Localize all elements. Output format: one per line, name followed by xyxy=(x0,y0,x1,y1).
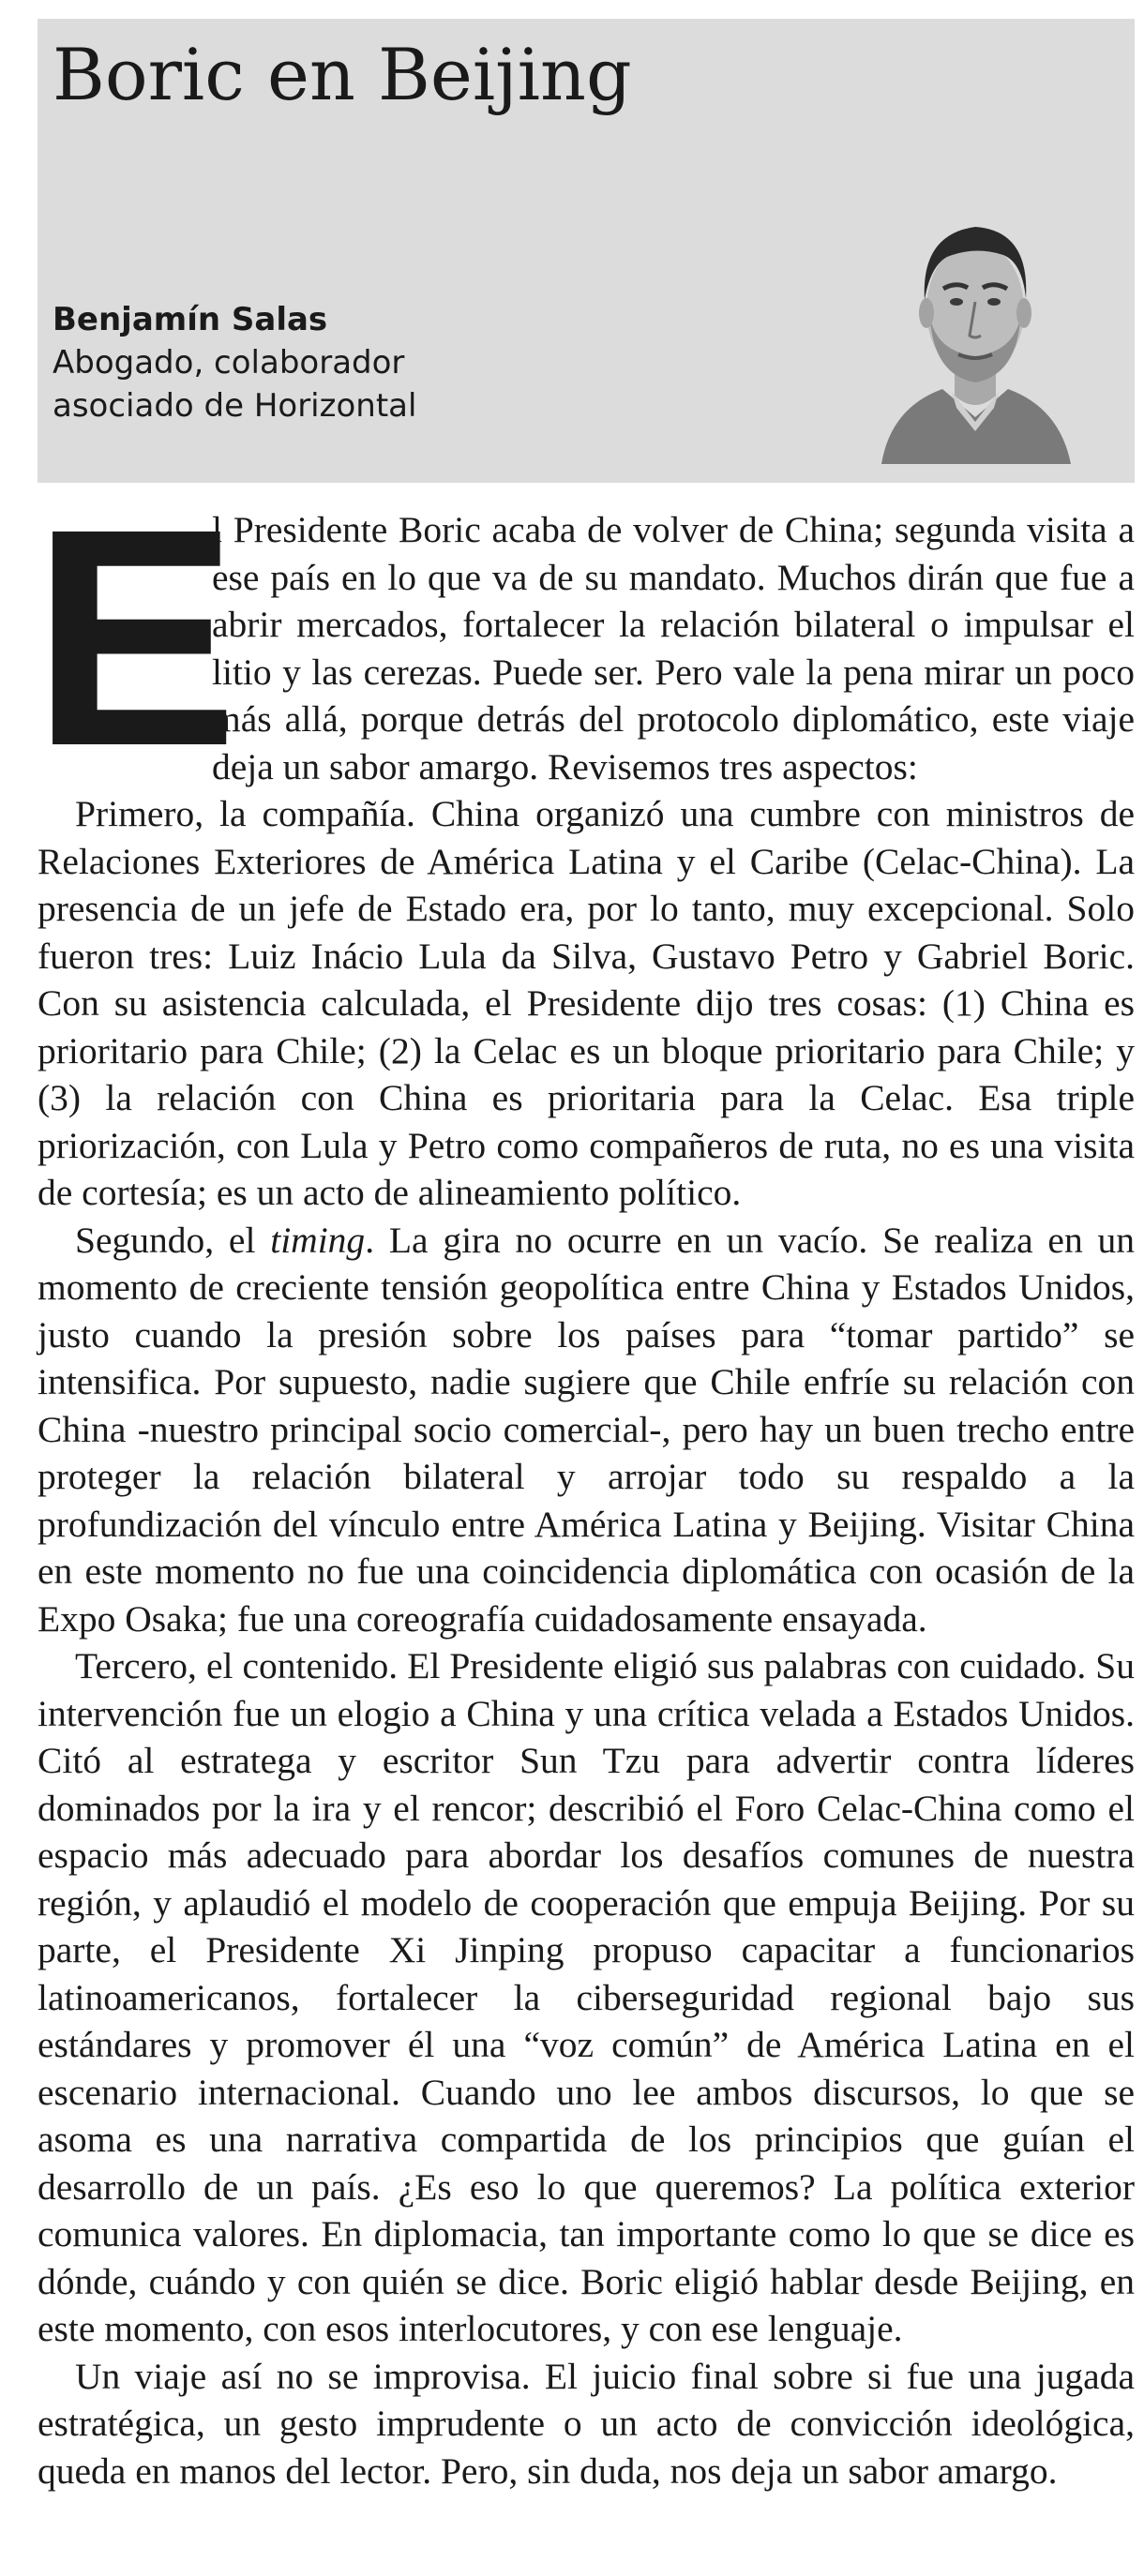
svg-text:E: E xyxy=(32,464,239,810)
author-role-line2: asociado de Horizontal xyxy=(53,387,417,425)
author-portrait xyxy=(872,197,1078,464)
paragraph-5: Un viaje así no se improvisa. El juicio final sobre si fue una jugada estratégica, un gesto imprudente o un acto de convicción ideológica, queda en manos del lector. Pero, sin duda, nos deja un sabor amargo. xyxy=(38,2355,1135,2492)
paragraph-3-start: Segundo, el xyxy=(75,1219,271,1261)
article-body xyxy=(32,464,1135,2494)
author-name: Benjamín Salas xyxy=(53,301,328,338)
timing-italic: timing xyxy=(270,1219,366,1261)
dropcap-letter xyxy=(32,464,239,810)
paragraph-3-rest: . La gira no ocurre en un vacío. Se realiza en un momento de creciente tensión geopolítica entre China y Estados Unidos, justo cuando la presión sobre los países para “tomar partido” se intensifica. Por supuesto, nadie sugiere que Chile enfríe su relación con China -nuestro principal socio comercial-, pero hay un buen trecho entre proteger la relación bilateral y arrojar todo su respaldo a la profundización del vínculo entre América Latina y Beijing. Visitar China en este momento no fue una coincidencia diplomática con ocasión de la Expo Osaka; fue una coreografía cuidadosamente ensayada. xyxy=(38,1219,1135,1640)
byline xyxy=(53,298,416,427)
paragraph-1 xyxy=(32,464,1135,810)
paragraph-1-text: l Presidente Boric acaba de volver de China; segunda visita a ese país en lo que va de su mandato. Muchos dirán que fue a abrir mercados, fortalecer la relación bilateral o impulsar el litio y las cerezas. Puede ser. Pero vale la pena mirar un poco más allá, porque detrás del protocolo diplomático, este viaje deja un sabor amargo. Revisemos tres aspectos: xyxy=(212,509,1135,787)
author-role-line1: Abogado, colaborador xyxy=(53,344,405,382)
paragraph-2: Primero, la compañía. China organizó una cumbre con ministros de Relaciones Exteriores de América Latina y el Caribe (Celac-China). La presencia de un jefe de Estado era, por lo tanto, muy excepcional. Solo fueron tres: Luiz Inácio Lula da Silva, Gustavo Petro y Gabriel Boric. Con su asistencia calculada, el Presidente dijo tres cosas: (1) China es prioritario para Chile; (2) la Celac es un bloque prioritario para Chile; y (3) la relación con China es prioritaria para la Celac. Esa triple priorización, con Lula y Petro como compañeros de ruta, no es una visita de cortesía; es un acto de alineamiento político. xyxy=(38,793,1135,1213)
paragraph-4: Tercero, el contenido. El Presidente eligió sus palabras con cuidado. Su intervención fue un elogio a China y una crítica velada a Estados Unidos. Citó al estratega y escritor Sun Tzu para advertir contra líderes dominados por la ira y el rencor; describió el Foro Celac-China como el espacio más adecuado para abordar los desafíos comunes de nuestra región, y aplaudió el modelo de cooperación que empuja Beijing. Por su parte, el Presidente Xi Jinping propuso capacitar a funcionarios latinoamericanos, fortalecer la ciberseguridad regional bajo sus estándares y promover él una “voz común” de América Latina en el escenario internacional. Cuando uno lee ambos discursos, lo que se asoma es una narrativa compartida de los principios que guían el desarrollo de un país. ¿Es eso lo que queremos? La política exterior comunica valores. En diplomacia, tan importante como lo que se dice es dónde, cuándo y con quién se dice. Boric eligió hablar desde Beijing, en este momento, con esos interlocutores, y con ese lenguaje. xyxy=(38,1645,1135,2349)
paragraph-3 xyxy=(38,1217,1135,1643)
headline: Boric en Beijing xyxy=(53,33,632,116)
